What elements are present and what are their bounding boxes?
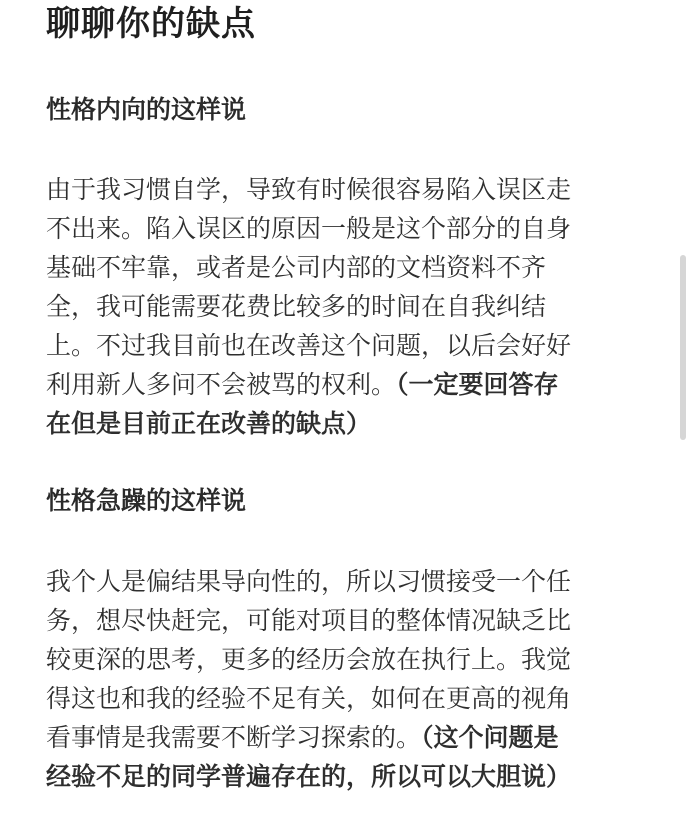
page-title: 聊聊你的缺点 bbox=[46, 4, 256, 44]
emphasis-note-continued: 在但是目前正在改善的缺点） bbox=[46, 409, 372, 438]
body-line bbox=[46, 365, 646, 404]
body-line: 由于我习惯自学，导致有时候很容易陷入误区走 bbox=[46, 175, 572, 204]
body-line: 不出来。陷入误区的原因一般是这个部分的自身 bbox=[46, 214, 572, 243]
body-text: 利用新人多问不会被骂的权利。 bbox=[46, 370, 397, 399]
section-heading-introverted: 性格内向的这样说 bbox=[46, 95, 247, 124]
body-line: 基础不牢靠，或者是公司内部的文档资料不齐 bbox=[46, 253, 547, 282]
vertical-scrollbar[interactable] bbox=[680, 255, 686, 440]
emphasis-note-continued: 经验不足的同学普遍存在的，所以可以大胆说） bbox=[46, 762, 572, 791]
body-line: 务，想尽快赶完，可能对项目的整体情况缺乏比 bbox=[46, 606, 572, 635]
body-line bbox=[46, 718, 646, 757]
emphasis-note: （一定要回答存 bbox=[396, 370, 559, 399]
body-text: 看事情是我需要不断学习探索的。 bbox=[46, 723, 422, 752]
body-line: 我个人是偏结果导向性的，所以习惯接受一个任 bbox=[46, 567, 572, 596]
body-line: 较更深的思考，更多的经历会放在执行上。我觉 bbox=[46, 645, 572, 674]
body-line: 上。不过我目前也在改善这个问题，以后会好好 bbox=[46, 331, 572, 360]
body-line: 得这也和我的经验不足有关，如何在更高的视角 bbox=[46, 684, 572, 713]
section-body-introverted bbox=[46, 170, 646, 443]
body-line: 全，我可能需要花费比较多的时间在自我纠结 bbox=[46, 292, 547, 321]
section-heading-impatient: 性格急躁的这样说 bbox=[46, 486, 247, 515]
emphasis-note: （这个问题是 bbox=[421, 723, 559, 752]
section-body-impatient bbox=[46, 562, 646, 796]
